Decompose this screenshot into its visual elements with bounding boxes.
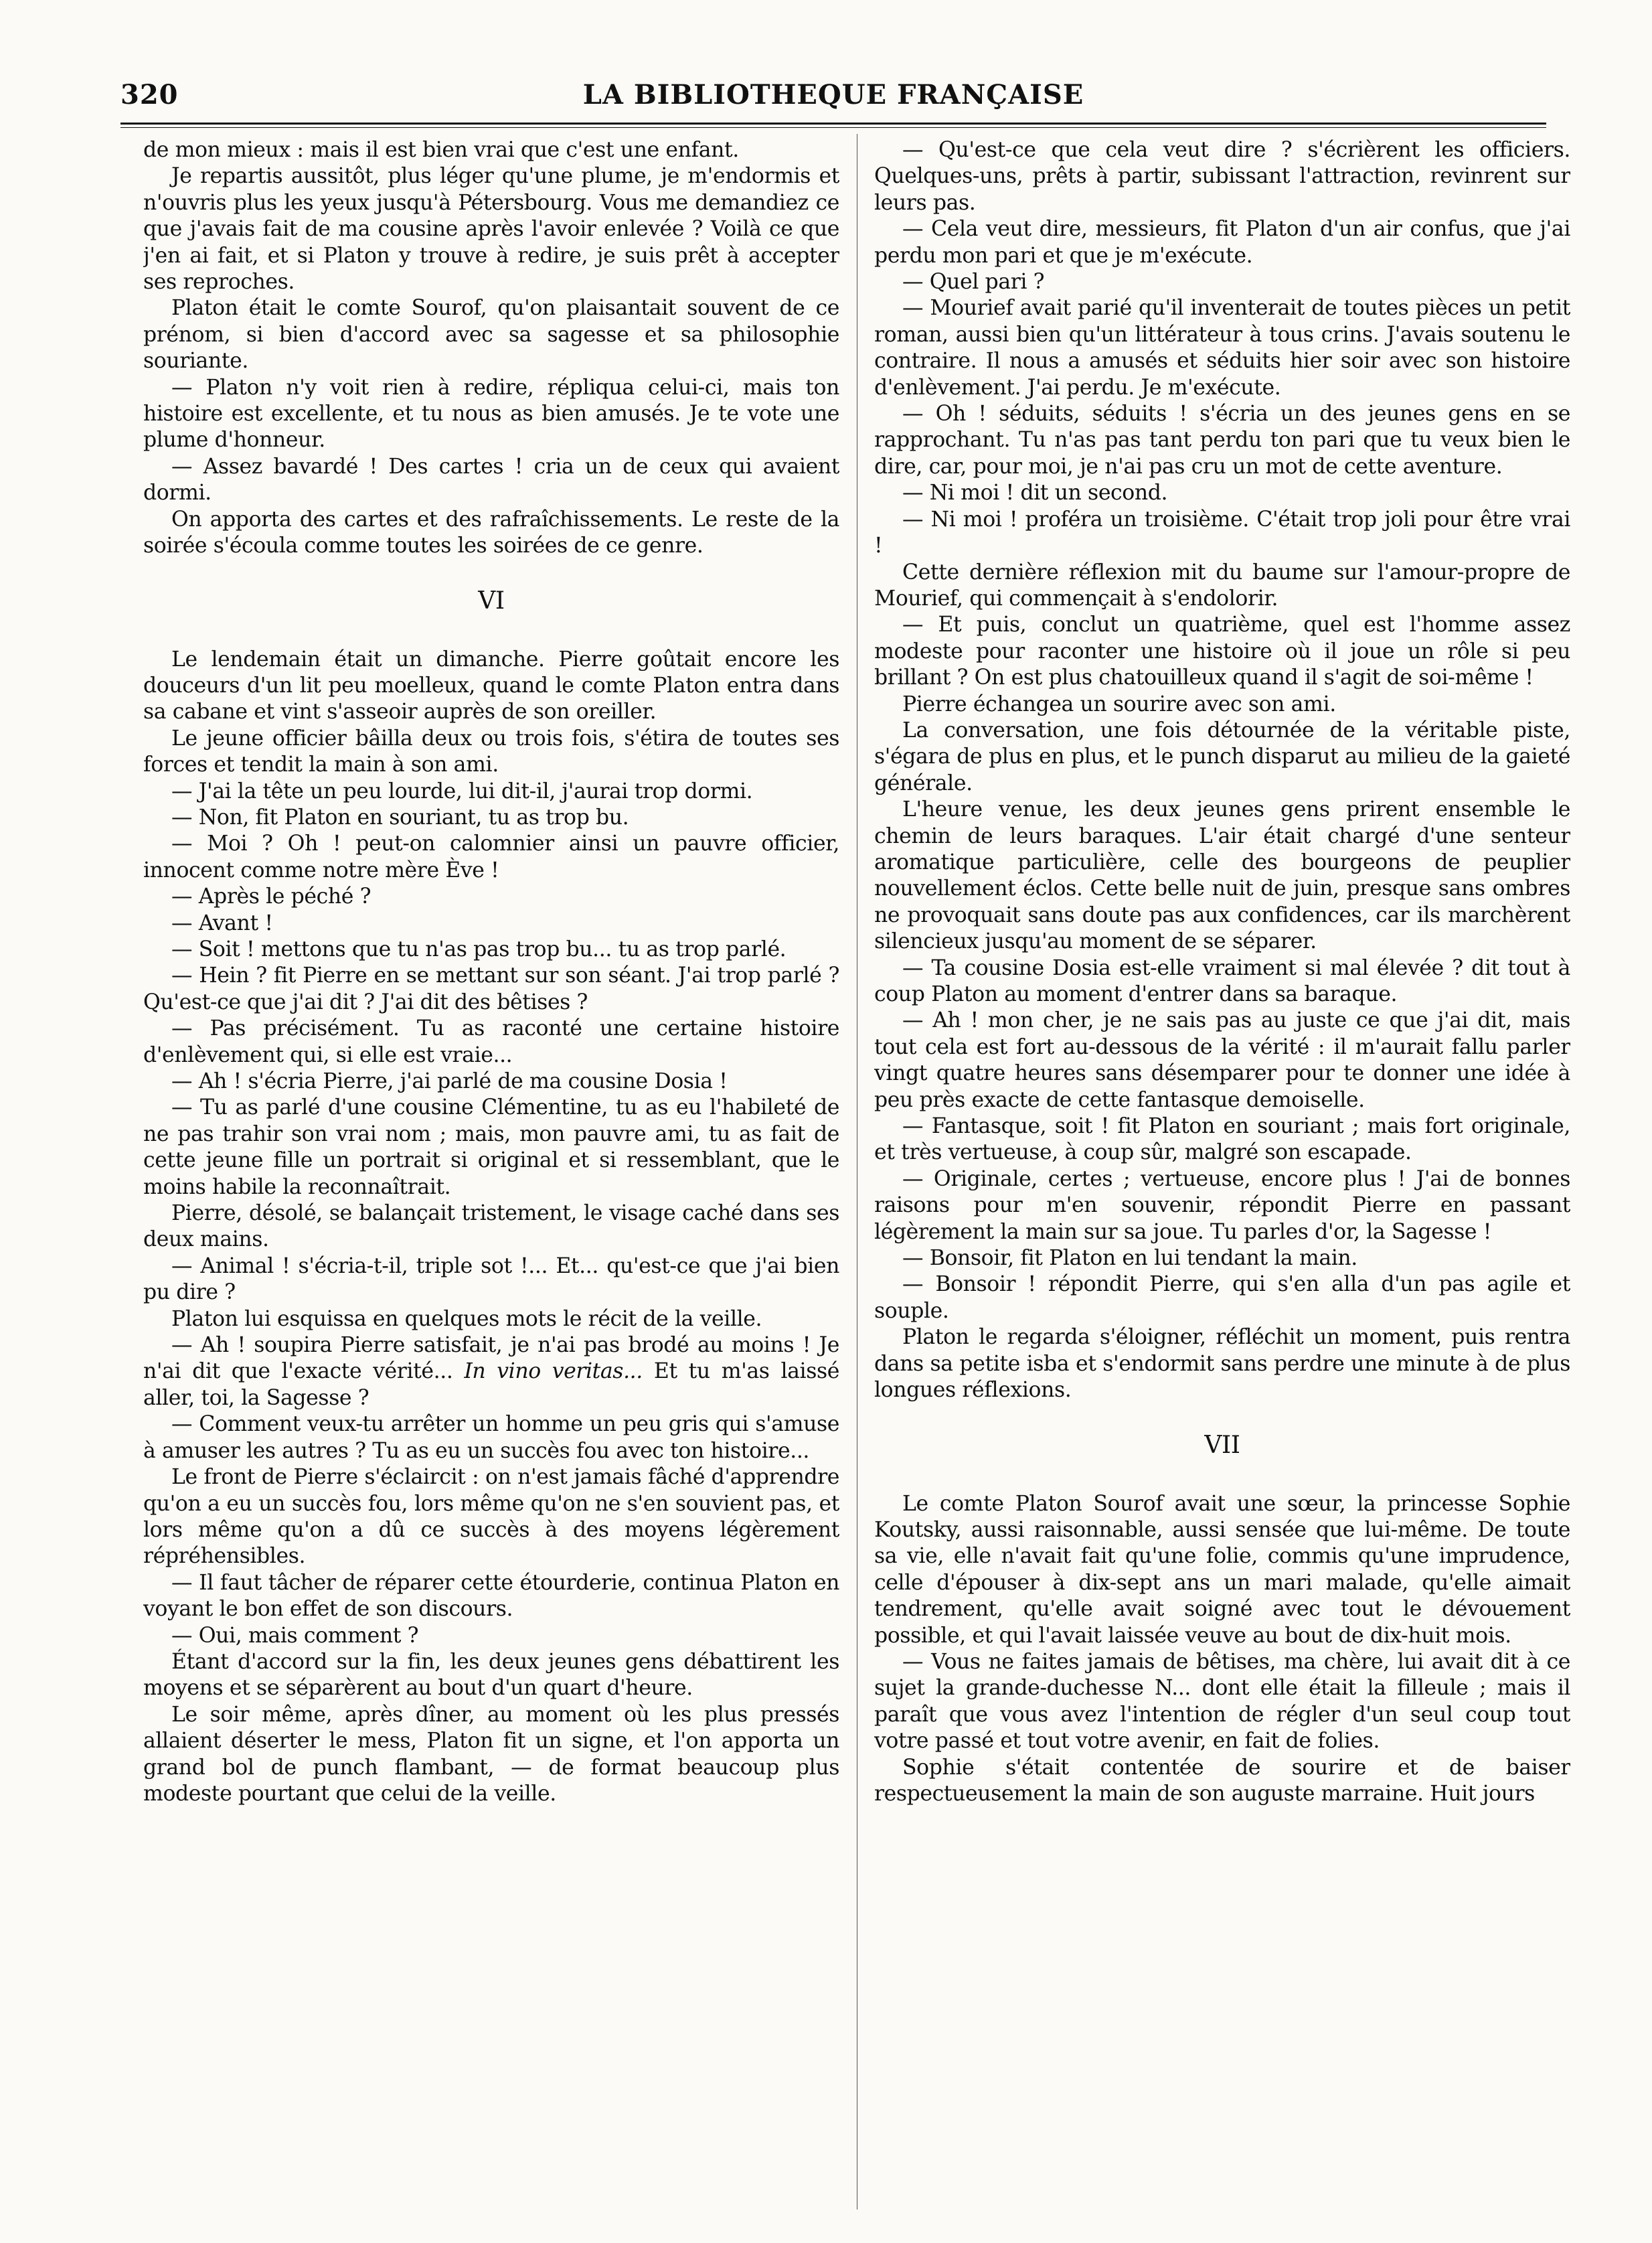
paragraph: Pierre échangea un sourire avec son ami.: [902, 692, 1336, 716]
left-column: [143, 137, 839, 2199]
paragraph: — Oui, mais comment ?: [171, 1623, 419, 1648]
text-span: — Ah ! soupira Pierre satisfait, je n'ai pas brodé au moins ! Je n'ai dit que l'exacte vérité...: [143, 1333, 839, 1384]
paragraph: — Tu as parlé d'une cousine Clémentine, tu as eu l'habileté de ne pas trahir son vrai nom ; mais, mon pauvre ami, tu as fait de cette jeune fille un portrait si original et si ressemblant, que le moins habile la reconnaîtrait.: [143, 1095, 839, 1199]
paragraph: — Assez bavardé ! Des cartes ! cria un de ceux qui avaient dormi.: [143, 454, 839, 506]
paragraph: — Cela veut dire, messieurs, fit Platon d'un air confus, que j'ai perdu mon pari et que je m'exécute.: [874, 217, 1570, 268]
paragraph: — Après le péché ?: [171, 884, 371, 909]
paragraph: — Vous ne faites jamais de bêtises, ma chère, lui avait dit à ce sujet la grande-duchesse N... dont elle était la filleule ; mais il paraît que vous avez l'intention de régler d'un seul coup tout votre passé et tout votre avenir, en fait de folies.: [874, 1649, 1570, 1754]
paragraph: — J'ai la tête un peu lourde, lui dit-il, j'aurai trop dormi.: [171, 779, 753, 803]
paragraph: — Il faut tâcher de réparer cette étourderie, continua Platon en voyant le bon effet de son discours.: [143, 1570, 839, 1622]
section-heading-vi: VI: [478, 587, 505, 615]
section-heading-vii: VII: [1204, 1431, 1240, 1459]
paragraph: Pierre, désolé, se balançait tristement, le visage caché dans ses deux mains.: [143, 1201, 839, 1252]
paragraph: Sophie s'était contentée de sourire et de baiser respectueusement la main de son auguste marraine. Huit jours: [874, 1755, 1570, 1806]
paragraph: [143, 1332, 839, 1411]
paragraph: Le front de Pierre s'éclaircit : on n'est jamais fâché d'apprendre qu'on a eu un succès fou, lors même qu'on ne s'en souvient pas, et lors même qu'on a dû ce succès à des moyens légèrement répréhensibles.: [143, 1465, 839, 1569]
paragraph: Je repartis aussitôt, plus léger qu'une plume, je m'endormis et n'ouvris plus les yeux jusqu'à Pétersbourg. Vous me demandiez ce que j'avais fait de ma cousine après l'avoir enlevée ? Voilà ce que j'en ai fait, et si Platon y trouve à redire, je suis prêt à accepter ses reproches.: [143, 164, 839, 295]
paragraph: Le jeune officier bâilla deux ou trois fois, s'étira de toutes ses forces et tendit la main à son ami.: [143, 726, 839, 777]
paragraph: On apporta des cartes et des rafraîchissements. Le reste de la soirée s'écoula comme toutes les soirées de ce genre.: [143, 507, 839, 558]
paragraph: Cette dernière réflexion mit du baume sur l'amour-propre de Mourief, qui commençait à s'endolorir.: [874, 560, 1570, 611]
right-column: [874, 137, 1570, 2199]
paragraph: L'heure venue, les deux jeunes gens prirent ensemble le chemin de leurs baraques. L'air était chargé d'une senteur aromatique particulière, celle des bourgeons de peuplier nouvellement éclos. Cette belle nuit de juin, presque sans ombres ne provoquait sans doute pas aux confidences, car ils marchèrent silencieux jusqu'au moment de se séparer.: [874, 797, 1570, 954]
header-rule: [120, 123, 1546, 125]
paragraph: — Soit ! mettons que tu n'as pas trop bu... tu as trop parlé.: [171, 937, 787, 961]
paragraph: — Bonsoir ! répondit Pierre, qui s'en alla d'un pas agile et souple.: [874, 1272, 1570, 1323]
paragraph: — Oh ! séduits, séduits ! s'écria un des jeunes gens en se rapprochant. Tu n'as pas tant perdu ton pari que tu veux bien le dire, car, pour moi, je n'ai pas cru un mot de cette aventure.: [874, 402, 1570, 479]
paragraph: de mon mieux : mais il est bien vrai que c'est une enfant.: [143, 138, 739, 162]
paragraph: — Comment veux-tu arrêter un homme un peu gris qui s'amuse à amuser les autres ? Tu as eu un succès fou avec ton histoire...: [143, 1412, 839, 1463]
paragraph: Platon le regarda s'éloigner, réfléchit un moment, puis rentra dans sa petite isba et s'endormit sans perdre une minute à de plus longues réflexions.: [874, 1325, 1570, 1403]
page-header: [120, 79, 1546, 119]
paragraph: — Platon n'y voit rien à redire, répliqua celui-ci, mais ton histoire est excellente, et tu nous as bien amusés. Je te vote une plume d'honneur.: [143, 375, 839, 453]
paragraph: — Pas précisément. Tu as raconté une certaine histoire d'enlèvement qui, si elle est vraie...: [143, 1016, 839, 1067]
paragraph: — Ah ! mon cher, je ne sais pas au juste ce que j'ai dit, mais tout cela est fort au-dessous de la vérité : il m'aurait fallu parler vingt quatre heures sans désemparer pour te donner une idée à peu près exacte de cette fantasque demoiselle.: [874, 1008, 1570, 1112]
paragraph: — Non, fit Platon en souriant, tu as trop bu.: [171, 805, 629, 830]
paragraph: — Bonsoir, fit Platon en lui tendant la main.: [902, 1246, 1357, 1271]
paragraph: La conversation, une fois détournée de la véritable piste, s'égara de plus en plus, et le punch disparut au milieu de la gaieté générale.: [874, 718, 1570, 795]
paragraph: Platon était le comte Sourof, qu'on plaisantait souvent de ce prénom, si bien d'accord avec sa sagesse et sa philosophie souriante.: [143, 296, 839, 374]
paragraph: — Fantasque, soit ! fit Platon en souriant ; mais fort originale, et très vertueuse, à coup sûr, malgré son escapade.: [874, 1114, 1570, 1165]
paragraph: Le comte Platon Sourof avait une sœur, la princesse Sophie Koutsky, aussi raisonnable, aussi sensée que lui-même. De toute sa vie, elle n'avait fait qu'une folie, commis qu'une imprudence, celle d'épouser à dix-sept ans un mari malade, qu'elle aimait tendrement, qu'elle avait soigné avec tout le dévouement possible, et qui l'avait laissée veuve au bout de dix-huit mois.: [874, 1491, 1570, 1648]
paragraph: — Originale, certes ; vertueuse, encore plus ! J'ai de bonnes raisons pour m'en souvenir, répondit Pierre en passant légèrement la main sur sa joue. Tu parles d'or, la Sagesse !: [874, 1166, 1570, 1244]
page-number: 320: [120, 79, 179, 110]
header-rule-thin: [120, 127, 1546, 128]
paragraph: Le lendemain était un dimanche. Pierre goûtait encore les douceurs d'un lit peu moelleux, quand le comte Platon entra dans sa cabane et vint s'asseoir auprès de son oreiller.: [143, 647, 839, 724]
paragraph: — Hein ? fit Pierre en se mettant sur son séant. J'ai trop parlé ? Qu'est-ce que j'ai dit ? J'ai dit des bêtises ?: [143, 963, 839, 1014]
paragraph: Étant d'accord sur la fin, les deux jeunes gens débattirent les moyens et se séparèrent au bout d'un quart d'heure.: [143, 1649, 839, 1701]
paragraph: — Ni moi ! proféra un troisième. C'était trop joli pour être vrai !: [874, 507, 1570, 558]
paragraph: — Quel pari ?: [902, 270, 1045, 295]
paragraph: — Ah ! s'écria Pierre, j'ai parlé de ma cousine Dosia !: [171, 1069, 728, 1093]
paragraph: — Moi ? Oh ! peut-on calomnier ainsi un pauvre officier, innocent comme notre mère Ève !: [143, 832, 839, 882]
running-title: LA BIBLIOTHEQUE FRANÇAISE: [582, 79, 1084, 110]
paragraph: Le soir même, après dîner, au moment où les plus pressés allaient déserter le mess, Platon fit un signe, et l'on apporta un grand bol de punch flambant, — de format beaucoup plus modeste pourtant que celui de la veille.: [143, 1702, 839, 1806]
latin-quote: In vino veritas...: [464, 1359, 643, 1384]
paragraph: — Ni moi ! dit un second.: [902, 481, 1168, 506]
text-span: Et tu m'as laissé aller, toi, la Sagesse ?: [143, 1359, 839, 1410]
paragraph: — Avant !: [171, 911, 273, 935]
paragraph: — Animal ! s'écria-t-il, triple sot !... Et... qu'est-ce que j'ai bien pu dire ?: [143, 1253, 839, 1305]
paragraph: — Mourief avait parié qu'il inventerait de toutes pièces un petit roman, aussi bien qu'un littérateur à tous crins. J'avais soutenu le contraire. Il nous a amusés et séduits hier soir avec son histoire d'enlèvement. J'ai perdu. Je m'exécute.: [874, 296, 1570, 400]
paragraph: — Ta cousine Dosia est-elle vraiment si mal élevée ? dit tout à coup Platon au moment d'entrer dans sa baraque.: [874, 955, 1570, 1006]
paragraph: Platon lui esquissa en quelques mots le récit de la veille.: [171, 1306, 762, 1331]
paragraph: — Qu'est-ce que cela veut dire ? s'écrièrent les officiers. Quelques-uns, prêts à partir, subissant l'attraction, revinrent sur leurs pas.: [874, 138, 1570, 215]
paragraph: — Et puis, conclut un quatrième, quel est l'homme assez modeste pour raconter une histoire où il joue un rôle si peu brillant ? On est plus chatouilleux quand il s'agit de soi-même !: [874, 613, 1570, 690]
